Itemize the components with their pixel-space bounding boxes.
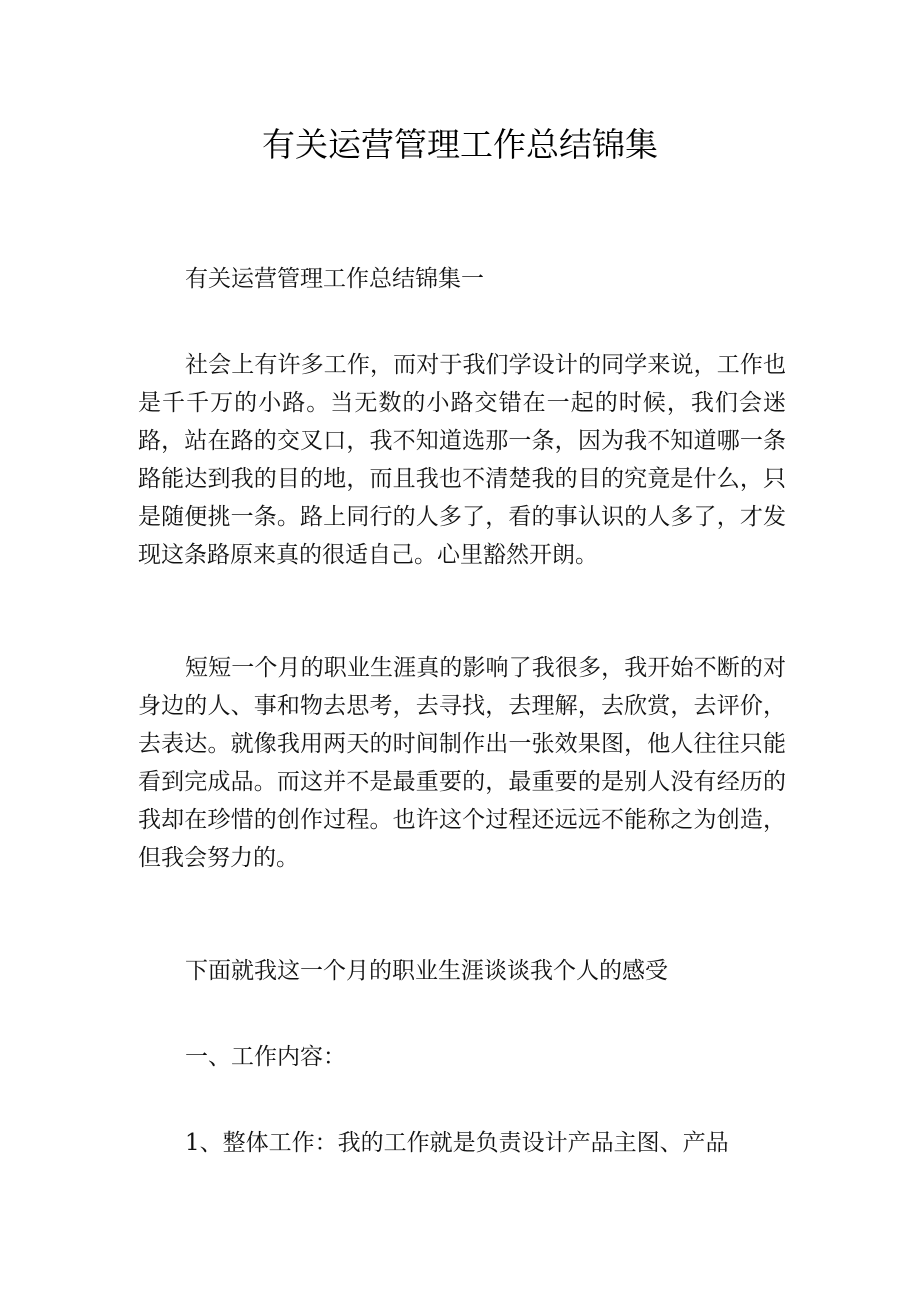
list-heading: 一、工作内容：: [185, 1044, 346, 1070]
paragraph: 短短一个月的职业生涯真的影响了我很多，我开始不断的对身边的人、事和物去思考，去寻找，去理解，去欣赏，去评价，去表达。就像我用两天的时间制作出一张效果图，他人往往只能看到完成品。而这并不是最重要的，最重要的是别人没有经历的我却在珍惜的创作过程。也许这个过程还远远不能称之为创造，但我会努力的。: [138, 655, 786, 871]
document-title: 有关运营管理工作总结锦集: [262, 125, 658, 164]
paragraph: 社会上有许多工作，而对于我们学设计的同学来说，工作也是千千万的小路。当无数的小路交错在一起的时候，我们会迷路，站在路的交叉口，我不知道选那一条，因为我不知道哪一条路能达到我的目的地，而且我也不清楚我的目的究竟是什么，只是随便挑一条。路上同行的人多了，看的事认识的人多了，才发现这条路原来真的很适自己。心里豁然开朗。: [138, 352, 786, 568]
list-item: 1、整体工作：我的工作就是负责设计产品主图、产品: [185, 1130, 729, 1156]
paragraph: 下面就我这一个月的职业生涯谈谈我个人的感受: [185, 958, 668, 984]
section-heading: 有关运营管理工作总结锦集一: [185, 266, 484, 292]
